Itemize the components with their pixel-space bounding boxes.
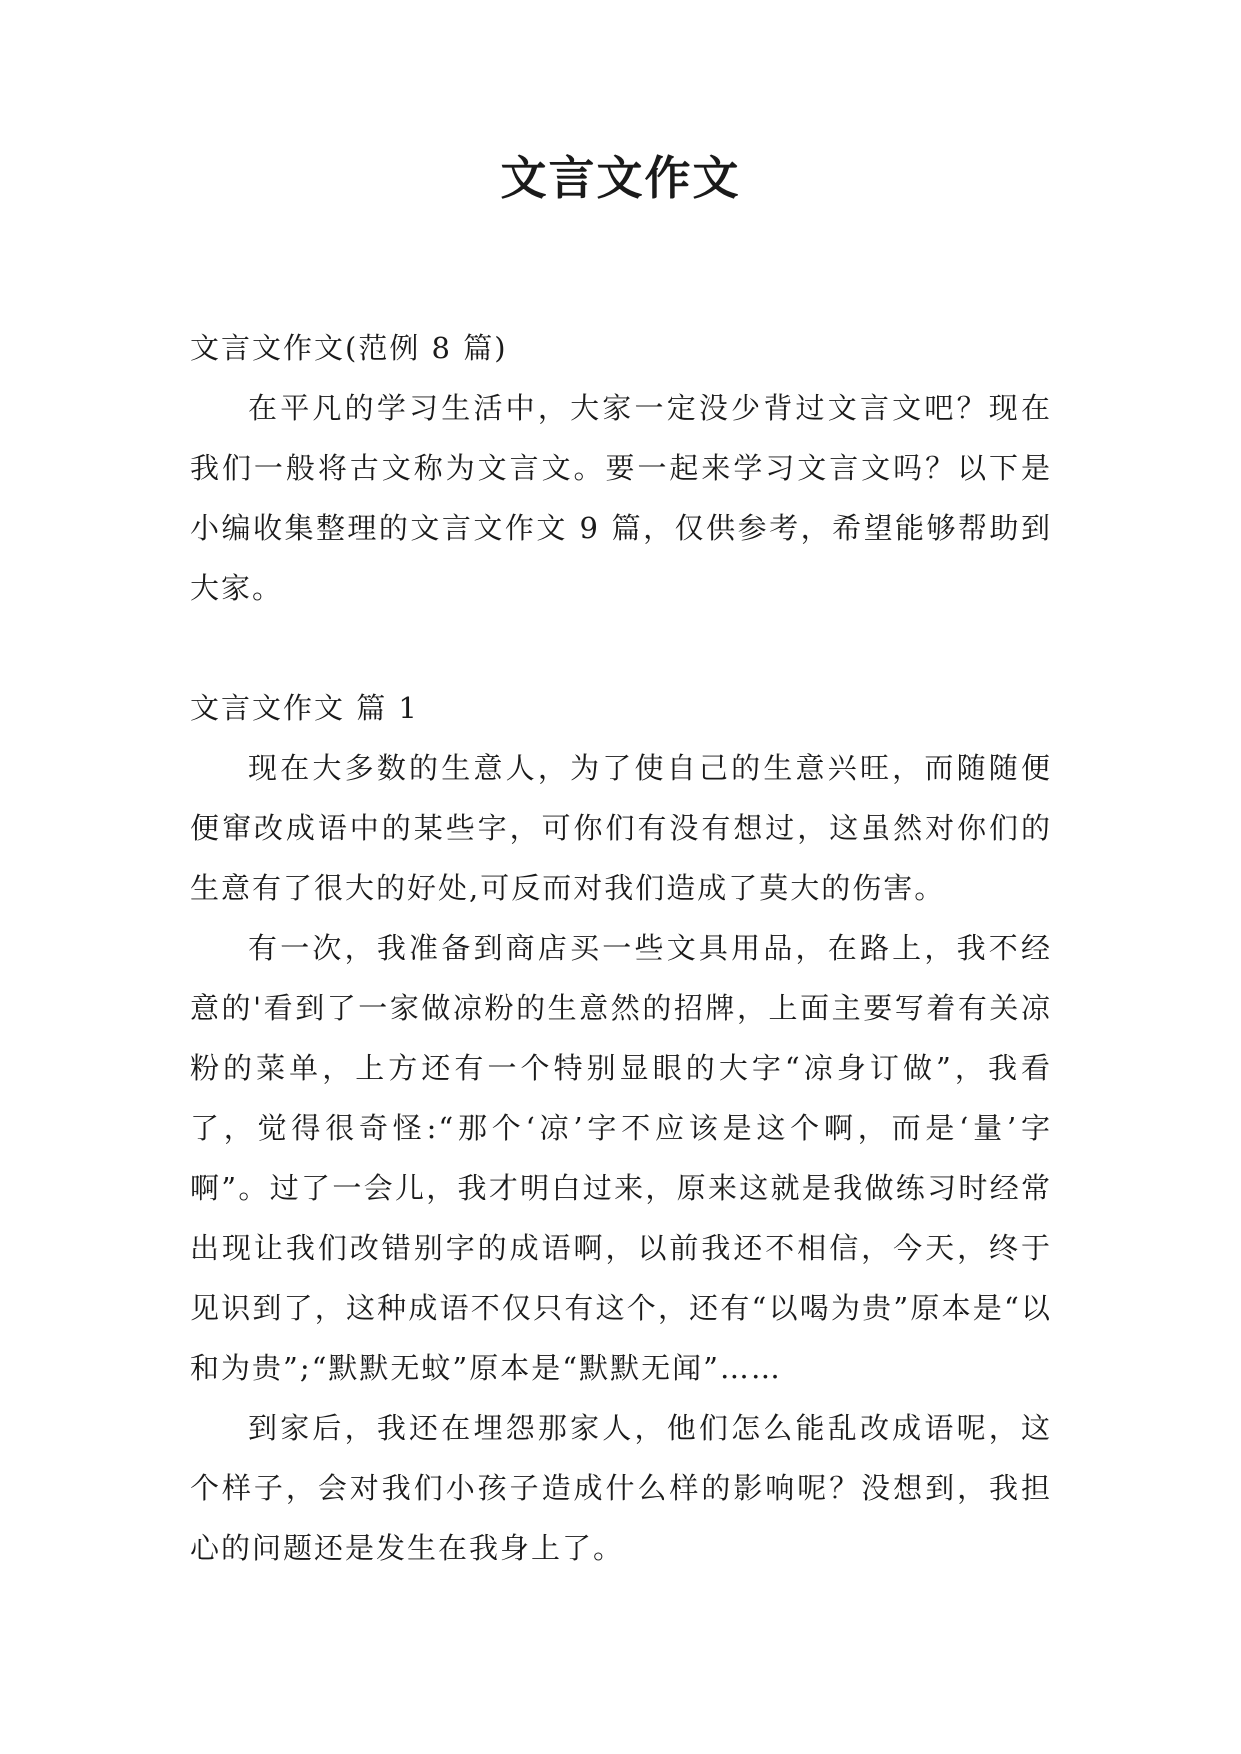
body-paragraph: 现在大多数的生意人，为了使自己的生意兴旺，而随随便便窜改成语中的某些字，可你们有没有想过，这虽然对你们的生意有了很大的好处,可反而对我们造成了莫大的伤害。 bbox=[190, 751, 1052, 905]
document-subtitle: 文言文作文(范例 8 篇) bbox=[190, 331, 508, 365]
document-body bbox=[190, 318, 1052, 1578]
body-paragraph: 有一次，我准备到商店买一些文具用品，在路上，我不经意的'看到了一家做凉粉的生意然的招牌，上面主要写着有关凉粉的菜单，上方还有一个特别显眼的大字“凉身订做”，我看了，觉得很奇怪:“那个‘凉’字不应该是这个啊，而是‘量’字啊”。过了一会儿，我才明白过来，原来这就是我做练习时经常出现让我们改错别字的成语啊，以前我还不相信，今天，终于见识到了，这种成语不仅只有这个，还有“以喝为贵”原本是“以和为贵”;“默默无蚊”原本是“默默无闻”…… bbox=[190, 931, 1052, 1385]
section-heading: 文言文作文 篇 1 bbox=[190, 691, 419, 725]
intro-paragraph: 在平凡的学习生活中，大家一定没少背过文言文吧？现在我们一般将古文称为文言文。要一起来学习文言文吗？以下是小编收集整理的文言文作文 9 篇，仅供参考，希望能够帮助到大家。 bbox=[190, 391, 1052, 605]
body-paragraph: 到家后，我还在埋怨那家人，他们怎么能乱改成语呢，这个样子，会对我们小孩子造成什么样的影响呢？没想到，我担心的问题还是发生在我身上了。 bbox=[190, 1411, 1052, 1565]
page-title: 文言文作文 bbox=[500, 151, 741, 205]
section-spacer bbox=[190, 618, 1052, 678]
